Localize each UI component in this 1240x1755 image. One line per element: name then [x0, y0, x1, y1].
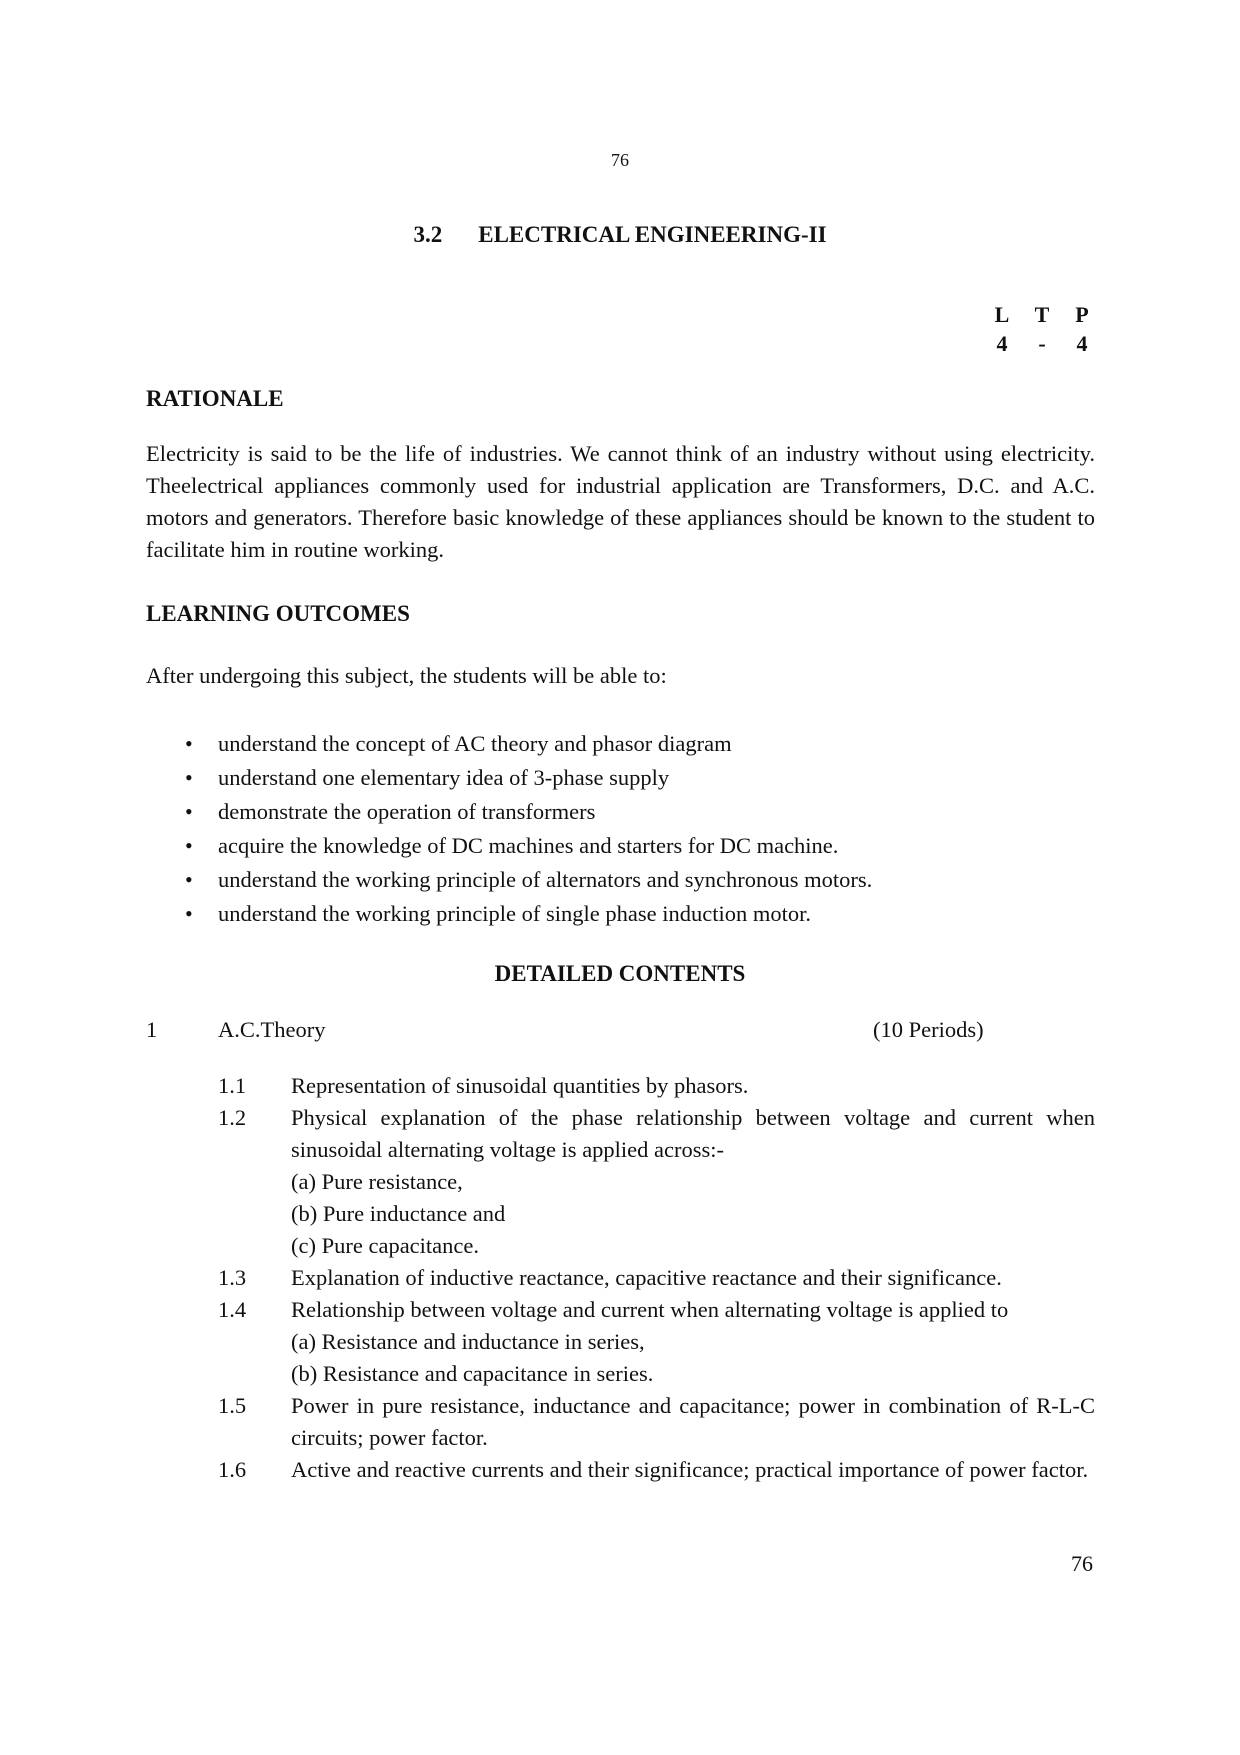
page-number-top: 76	[611, 150, 629, 170]
list-item: • understand the working principle of single phase induction motor.	[180, 897, 872, 931]
detailed-contents-heading: DETAILED CONTENTS	[494, 961, 746, 986]
page-number-bottom: 76	[1071, 1551, 1093, 1576]
learning-outcomes-heading: LEARNING OUTCOMES	[146, 601, 410, 626]
ltp-header-l: L	[994, 302, 1010, 327]
item-number: 1.1	[218, 1073, 247, 1098]
list-item: • understand one elementary idea of 3-phase supply	[180, 761, 872, 795]
item-number: 1.4	[218, 1297, 247, 1322]
item-text: Explanation of inductive reactance, capacitive reactance and their significance.	[291, 1265, 1002, 1290]
list-item: • demonstrate the operation of transformers	[180, 795, 872, 829]
sub-item: (b) Resistance and capacitance in series.	[291, 1361, 654, 1386]
item-text: Physical explanation of the phase relationship between voltage and current when sinusoidal alternating voltage is applied across:-	[291, 1105, 1095, 1162]
list-item: • acquire the knowledge of DC machines and starters for DC machine.	[180, 829, 872, 863]
sub-item: (a) Resistance and inductance in series,	[291, 1329, 645, 1354]
list-item: • understand the concept of AC theory and phasor diagram	[180, 727, 872, 761]
rationale-heading: RATIONALE	[146, 386, 284, 411]
ltp-header-t: T	[1034, 302, 1050, 327]
item-text: Relationship between voltage and current when alternating voltage is applied to	[291, 1297, 1009, 1322]
item-number: 1.2	[218, 1105, 247, 1130]
title-text: ELECTRICAL ENGINEERING-II	[478, 222, 827, 247]
content-item-1-3	[218, 1262, 1095, 1294]
ltp-value-p: 4	[1076, 331, 1088, 356]
ltp-value-t: -	[1038, 331, 1046, 356]
ltp-values	[987, 329, 1097, 358]
learning-outcomes-intro: After undergoing this subject, the students will be able to:	[146, 663, 667, 688]
rationale-text: Electricity is said to be the life of industries. We cannot think of an industry without using electricity. Theelectrical appliances commonly used for industrial application are Transformers, D.C. and A.C. motors and generators. Therefore basic knowledge of these appliances should be known to the student to facilitate him in routine working.	[146, 441, 1095, 562]
ltp-headers	[987, 300, 1097, 329]
item-number: 1.5	[218, 1393, 247, 1418]
item-text: Active and reactive currents and their significance; practical importance of power factor.	[291, 1457, 1089, 1482]
item-number: 1.6	[218, 1457, 247, 1482]
ltp-value-l: 4	[996, 331, 1008, 356]
sub-item: (b) Pure inductance and	[291, 1201, 506, 1226]
content-item-1-4	[218, 1294, 1095, 1390]
section-title: A.C.Theory	[218, 1017, 326, 1042]
item-text: Power in pure resistance, inductance and capacitance; power in combination of R-L-C circuits; power factor.	[291, 1393, 1095, 1450]
content-item-1-6	[218, 1454, 1095, 1486]
title-number: 3.2	[413, 222, 443, 247]
section-1-row	[146, 1014, 1095, 1046]
content-item-1-5	[218, 1390, 1095, 1454]
sub-item: (c) Pure capacitance.	[291, 1233, 479, 1258]
item-text: Representation of sinusoidal quantities by phasors.	[291, 1073, 749, 1098]
list-item: • understand the working principle of alternators and synchronous motors.	[180, 863, 872, 897]
section-number: 1	[146, 1017, 158, 1042]
content-item-1-1	[218, 1070, 1095, 1102]
learning-outcomes-list	[180, 727, 872, 931]
ltp-table	[987, 300, 1097, 358]
item-number: 1.3	[218, 1265, 247, 1290]
page-title	[0, 219, 1240, 251]
section-periods: (10 Periods)	[873, 1017, 984, 1042]
ltp-header-p: P	[1075, 302, 1089, 327]
sub-item: (a) Pure resistance,	[291, 1169, 463, 1194]
contents-items	[218, 1070, 1095, 1486]
content-item-1-2	[218, 1102, 1095, 1262]
